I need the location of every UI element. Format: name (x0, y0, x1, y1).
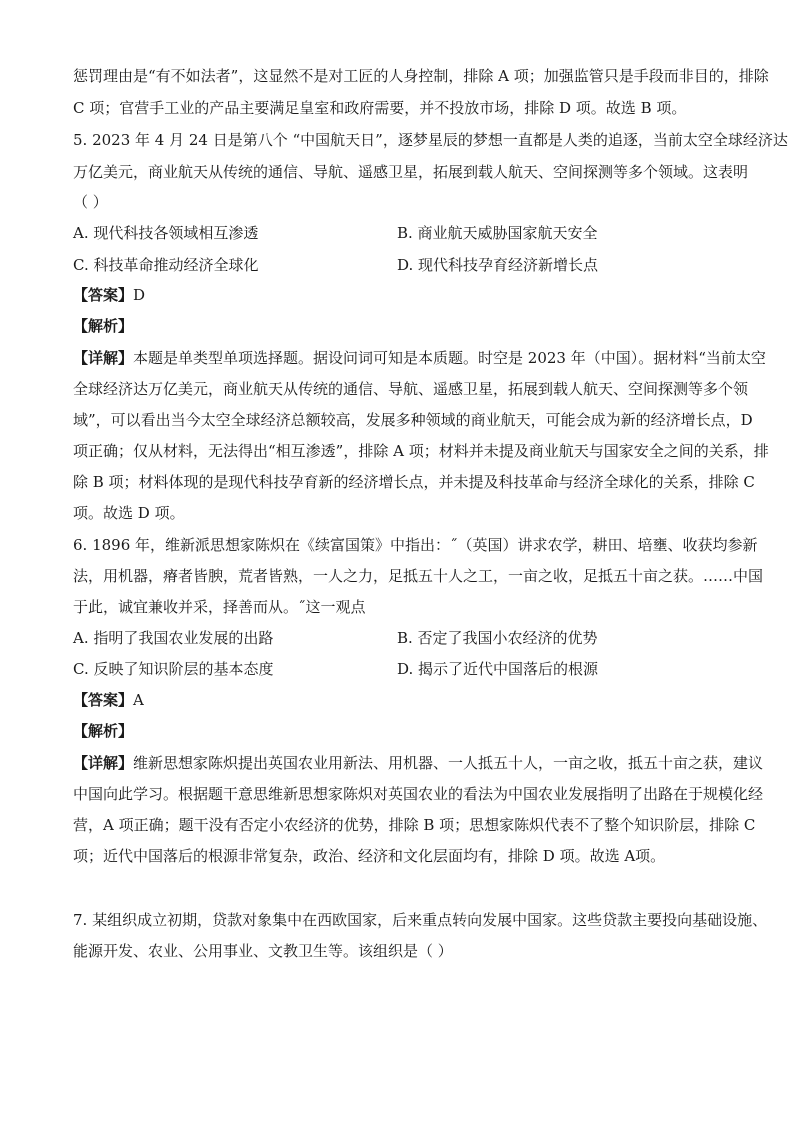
q5-option-c: C. 科技革命推动经济全球化 (73, 256, 259, 274)
q6-stem-line-2: 法，用机器，瘠者皆腴，荒者皆熟，一人之力，足抵五十人之工，一亩之收，足抵五十亩之获。……中国 (73, 567, 764, 585)
q5-option-d: D. 现代科技孕育经济新增长点 (397, 256, 599, 274)
q5-detail-line-1 (73, 348, 766, 368)
q5-stem-line-2: 万亿美元，商业航天从传统的通信、导航、遥感卫星，拓展到载人航天、空间探测等多个领域。这表明 (73, 163, 749, 181)
q6-option-c: C. 反映了知识阶层的基本态度 (73, 660, 274, 678)
q5-detail-line-3: 域”，可以看出当今太空全球经济总额较高，发展多种领域的商业航天，可能会成为新的经济增长点，D (73, 411, 753, 429)
q5-detail-line-6: 项。故选 D 项。 (73, 504, 185, 522)
q5-stem-line-1: 5. 2023 年 4 月 24 日是第八个 “中国航天日”，逐梦星辰的梦想一直都是人类的追逐，当前太空全球经济达 (73, 131, 788, 149)
q6-detail-line-2: 中国向此学习。根据题干意思维新思想家陈炽对英国农业的看法为中国农业发展指明了出路在于规模化经 (73, 785, 764, 803)
q5-answer (73, 285, 145, 305)
q7-stem-line-2: 能源开发、农业、公用事业、文教卫生等。该组织是（ ） (73, 942, 453, 960)
detail-tag: 【详解】 (73, 754, 134, 772)
q5-detail-line-4: 项正确；仅从材料，无法得出“相互渗透”，排除 A 项；材料并未提及商业航天与国家安全之间的关系，排 (73, 442, 769, 460)
answer-tag: 【答案】 (73, 286, 134, 304)
q6-option-a: A. 指明了我国农业发展的出路 (73, 629, 274, 647)
q5-option-a: A. 现代科技各领域相互渗透 (73, 224, 259, 242)
q5-analysis-tag: 【解析】 (73, 317, 134, 335)
answer-value: D (133, 286, 146, 304)
q7-stem-line-1: 7. 某组织成立初期，贷款对象集中在西欧国家，后来重点转向发展中国家。这些贷款主要投向基础设施、 (73, 911, 768, 929)
q5-option-b: B. 商业航天威胁国家航天安全 (397, 224, 598, 242)
q6-analysis-tag: 【解析】 (73, 722, 134, 740)
detail-text: 维新思想家陈炽提出英国农业用新法、用机器、一人抵五十人，一亩之收，抵五十亩之获，建议 (133, 754, 764, 772)
detail-tag: 【详解】 (73, 349, 134, 367)
detail-text: 本题是单类型单项选择题。据设问词可知是本质题。时空是 2023 年（中国）。据材料“当前太空 (133, 349, 766, 367)
prev-explanation-line-2: C 项；官营手工业的产品主要满足皇室和政府需要，并不投放市场，排除 D 项。故选 B 项。 (73, 99, 687, 117)
q6-detail-line-3: 营，A 项正确；题干没有否定小农经济的优势，排除 B 项；思想家陈炽代表不了整个知识阶层，排除 C (73, 816, 756, 834)
answer-tag: 【答案】 (73, 691, 134, 709)
q5-detail-line-5: 除 B 项；材料体现的是现代科技孕育新的经济增长点，并未提及科技革命与经济全球化的关系，排除 C (73, 473, 755, 491)
q6-stem-line-3: 于此，诚宜兼收并采，择善而从。˝这一观点 (73, 598, 366, 616)
q6-detail-line-1 (73, 753, 763, 773)
q6-stem-line-1: 6. 1896 年，维新派思想家陈炽在《续富国策》中指出：˝（英国）讲求农学，耕田、培壅、收获均参新 (73, 536, 758, 554)
q5-stem-line-3: （ ） (73, 193, 108, 211)
q6-answer (73, 690, 144, 710)
answer-value: A (133, 691, 144, 709)
q5-detail-line-2: 全球经济达万亿美元，商业航天从传统的通信、导航、遥感卫星，拓展到载人航天、空间探测等多个领 (73, 380, 749, 398)
q6-detail-line-4: 项；近代中国落后的根源非常复杂，政治、经济和文化层面均有，排除 D 项。故选 A项。 (73, 847, 666, 865)
q6-option-d: D. 揭示了近代中国落后的根源 (397, 660, 599, 678)
q6-option-b: B. 否定了我国小农经济的优势 (397, 629, 598, 647)
prev-explanation-line-1: 惩罚理由是“有不如法者”，这显然不是对工匠的人身控制，排除 A 项；加强监管只是手段而非目的，排除 (73, 67, 769, 85)
